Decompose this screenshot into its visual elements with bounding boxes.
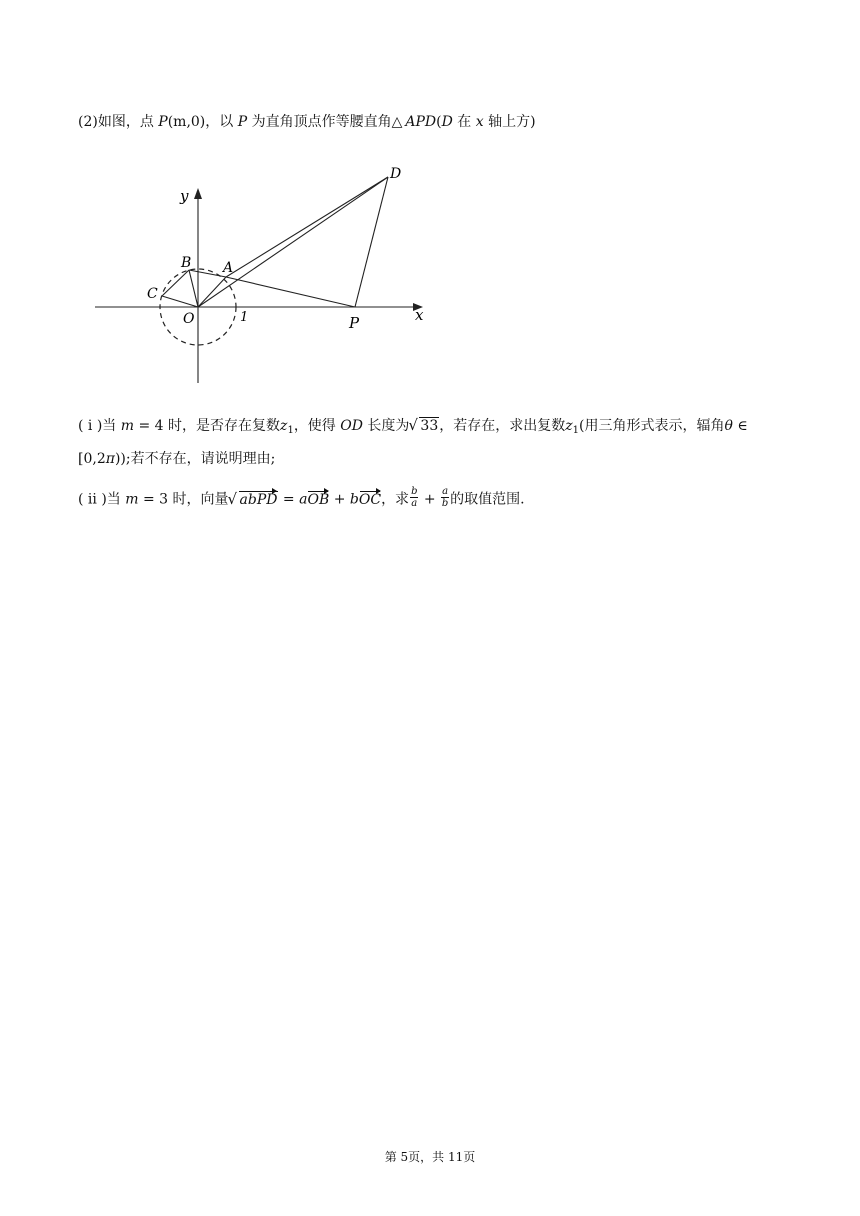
segment-BC xyxy=(162,270,189,296)
segment-BA xyxy=(189,270,226,277)
question-i-line1: ( i )当 m = 4 时，是否存在复数$z_1$，使得 OD 长度为√ 33，若存在，求出复数$z_1$(用三角形式表示，辐角θ ∈ xyxy=(78,416,748,441)
fraction-b-over-a: $\frac{b}{a}$ xyxy=(411,486,418,509)
fraction-a-over-b: $\frac{a}{b}$ xyxy=(441,486,449,509)
label-y: y xyxy=(180,187,189,205)
y-axis-arrow xyxy=(194,188,202,199)
label-B: B xyxy=(181,255,192,271)
vector-OB: OB xyxy=(307,491,330,508)
geometry-figure xyxy=(90,160,440,390)
segment-OC xyxy=(162,296,198,307)
label-O: O xyxy=(183,311,195,327)
question-i-line2: [0,2π));若不存在，请说明理由; xyxy=(78,451,276,467)
label-P: P xyxy=(349,314,360,332)
problem-intro: (2)如图，点 P(m,0)，以 P 为直角顶点作等腰直角△ APD(D 在 x 轴上方) xyxy=(78,114,536,130)
segment-OB xyxy=(189,270,198,307)
segment-AD xyxy=(226,177,388,277)
segment-OA xyxy=(198,277,226,307)
label-x: x xyxy=(415,306,424,324)
sqrt-vector-expression: √ abPD xyxy=(229,490,279,510)
label-D: D xyxy=(390,166,402,182)
vector-PD: PD xyxy=(256,491,278,508)
question-ii: ( ii )当 m = 3 时，向量√ abPD = aOB + bOC，求 $\frac{b}{a}$ + $\frac{a}{b}$ 的取值范围. xyxy=(78,488,525,511)
sqrt-33: √ 33 xyxy=(409,416,439,436)
label-one: 1 xyxy=(240,310,249,325)
point-P: P xyxy=(158,114,168,130)
label-C: C xyxy=(147,286,158,302)
page-footer: 第 5页，共 11页 xyxy=(384,1150,476,1164)
label-A: A xyxy=(223,260,234,276)
vector-OC: OC xyxy=(358,491,382,508)
segment-AP xyxy=(226,277,355,307)
